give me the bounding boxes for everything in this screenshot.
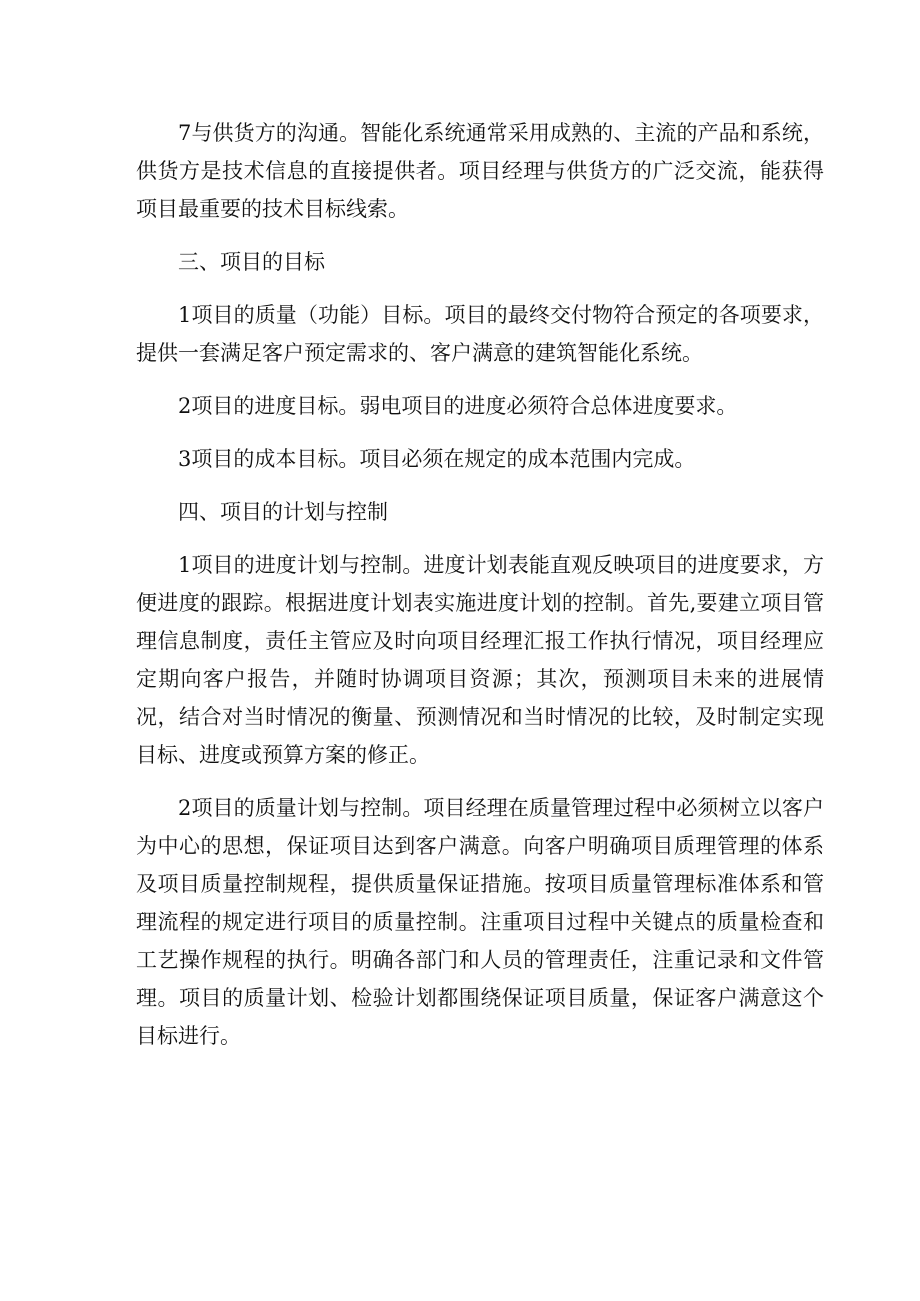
section-heading-plan-control: 四、项目的计划与控制 [178, 500, 388, 524]
paragraph-schedule-goal: 2项目的进度目标。弱电项目的进度必须符合总体进度要求。 [178, 394, 738, 418]
paragraph-cost-goal: 3项目的成本目标。项目必须在规定的成本范围内完成。 [178, 447, 696, 471]
paragraph-quality-goal: 1项目的质量（功能）目标。项目的最终交付物符合预定的各项要求，提供一套满足客户预定需求的、客户满意的建筑智能化系统。 [136, 303, 824, 365]
paragraph-quality-plan-control: 2项目的质量计划与控制。项目经理在质量管理过程中必须树立以客户为中心的思想，保证项目达到客户满意。向客户明确项目质理管理的体系及项目质量控制规程，提供质量保证措施。按项目质量管理标准体系和管理流程的规定进行项目的质量控制。注重项目过程中关键点的质量检查和工艺操作规程的执行。明确各部门和人员的管理责任，注重记录和文件管理。项目的质量计划、检验计划都围绕保证项目质量，保证客户满意这个目标进行。 [136, 796, 824, 1048]
paragraph-supplier-communication: 7与供货方的沟通。智能化系统通常采用成熟的、主流的产品和系统，供货方是技术信息的直接提供者。项目经理与供货方的广泛交流，能获得项目最重要的技术目标线索。 [136, 121, 824, 221]
section-heading-project-goals: 三、项目的目标 [178, 250, 325, 274]
paragraph-schedule-plan-control: 1项目的进度计划与控制。进度计划表能直观反映项目的进度要求，方便进度的跟踪。根据进度计划表实施进度计划的控制。首先,要建立项目管理信息制度，责任主管应及时向项目经理汇报工作执行情况，项目经理应定期向客户报告，并随时协调项目资源；其次，预测项目未来的进展情况，结合对当时情况的衡量、预测情况和当时情况的比较，及时制定实现目标、进度或预算方案的修正。 [136, 553, 824, 767]
document-body [136, 114, 824, 1070]
